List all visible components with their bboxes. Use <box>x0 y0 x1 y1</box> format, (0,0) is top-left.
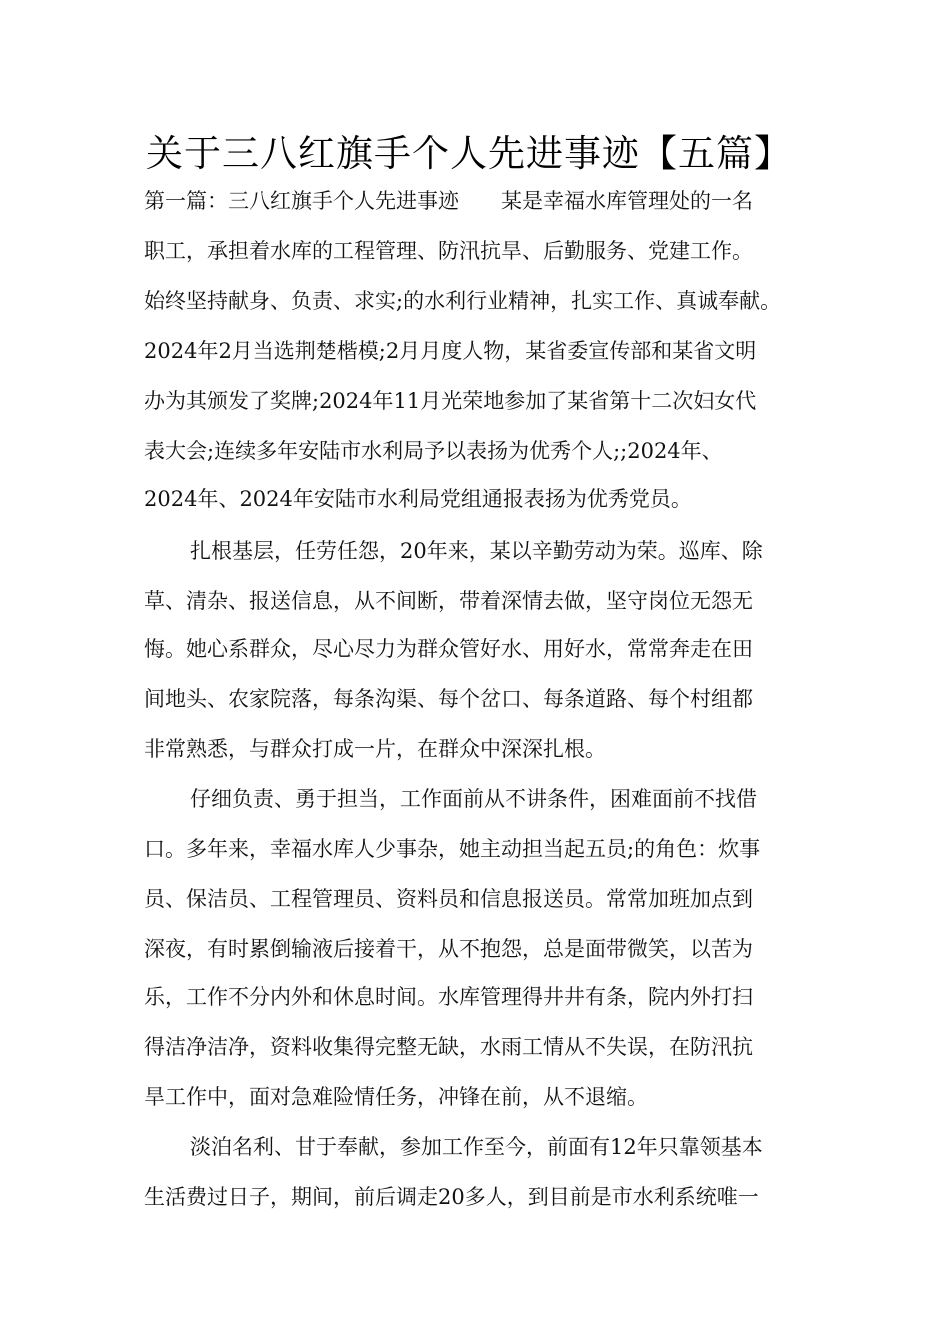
text-line: 悔。她心系群众，尽心尽力为群众管好水、用好水，常常奔走在田 <box>144 637 753 661</box>
text-line: 生活费过日子，期间，前后调走20多人，到目前是市水利系统唯一 <box>144 1185 759 1209</box>
text-line: 员、保洁员、工程管理员、资料员和信息报送员。常常加班加点到 <box>144 887 753 911</box>
text-line: 草、清杂、报送信息，从不间断，带着深情去做，坚守岗位无怨无 <box>144 589 753 613</box>
text-line: 2024年2月当选荆楚楷模;2月月度人物，某省委宣传部和某省文明 <box>144 339 757 363</box>
text-line: 得洁净洁净，资料收集得完整无缺，水雨工情从不失误，在防汛抗 <box>144 1035 753 1059</box>
text-line: 第一篇：三八红旗手个人先进事迹 某是幸福水库管理处的一名 <box>144 189 753 213</box>
text-line: 口。多年来，幸福水库人少事杂，她主动担当起五员;的角色：炊事 <box>144 837 761 861</box>
text-line: 深夜，有时累倒输液后接着干，从不抱怨，总是面带微笑，以苦为 <box>144 937 753 961</box>
text-line: 2024年、2024年安陆市水利局党组通报表扬为优秀党员。 <box>144 487 692 511</box>
text-line: 表大会;连续多年安陆市水利局予以表扬为优秀个人;;2024年、 <box>144 439 723 463</box>
paragraph-first-line: 淡泊名利、甘于奉献，参加工作至今，前面有12年只靠领基本 <box>190 1135 763 1159</box>
text-line: 办为其颁发了奖牌;2024年11月光荣地参加了某省第十二次妇女代 <box>144 389 757 413</box>
text-line: 旱工作中，面对急难险情任务，冲锋在前，从不退缩。 <box>144 1085 648 1109</box>
document-title: 关于三八红旗手个人先进事迹【五篇】 <box>146 132 792 175</box>
text-line: 乐，工作不分内外和休息时间。水库管理得井井有条，院内外打扫 <box>144 985 753 1009</box>
text-line: 始终坚持献身、负责、求实;的水利行业精神，扎实工作、真诚奉献。 <box>144 289 782 313</box>
paragraph-first-line: 仔细负责、勇于担当，工作面前从不讲条件，困难面前不找借 <box>190 787 757 811</box>
text-line: 职工，承担着水库的工程管理、防汛抗旱、后勤服务、党建工作。 <box>144 239 753 263</box>
paragraph-first-line: 扎根基层，任劳任怨，20年来，某以辛勤劳动为荣。巡库、除 <box>190 539 763 563</box>
text-line: 间地头、农家院落，每条沟渠、每个岔口、每条道路、每个村组都 <box>144 687 753 711</box>
text-line: 非常熟悉，与群众打成一片，在群众中深深扎根。 <box>144 737 606 761</box>
